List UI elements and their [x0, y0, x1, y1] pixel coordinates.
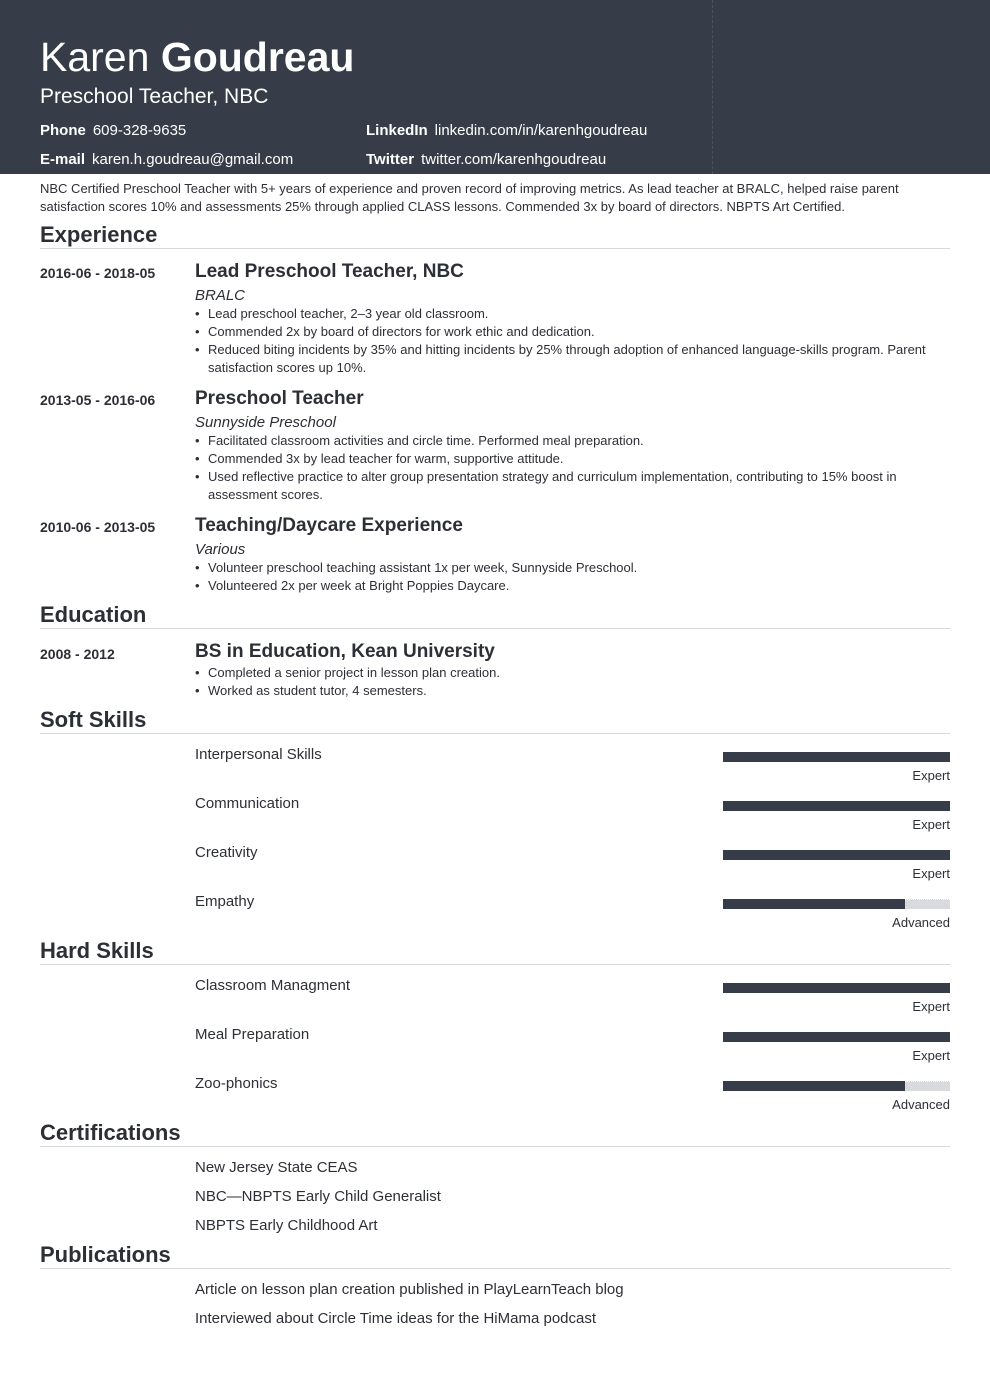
skill-name: Creativity — [195, 844, 258, 861]
experience-bullets — [195, 432, 940, 504]
section-divider — [40, 1146, 950, 1147]
skill-level-bar — [723, 752, 950, 762]
section-title-publications: Publications — [40, 1242, 171, 1267]
contact-value: 609-328-9635 — [92, 122, 187, 139]
section-title-hard-skills: Hard Skills — [40, 938, 154, 963]
list-item: • Facilitated classroom activities and circle time. Performed meal preparation. — [195, 432, 940, 450]
contact-label: E-mail — [40, 151, 86, 168]
skill-name: Zoo-phonics — [195, 1075, 278, 1092]
certification-item: NBPTS Early Childhood Art — [195, 1217, 378, 1234]
skill-level-label: Expert — [912, 866, 950, 881]
experience-bullets — [195, 559, 940, 595]
education-dates: 2008 - 2012 — [40, 646, 115, 662]
list-item: • Volunteered 2x per week at Bright Poppies Daycare. — [195, 577, 940, 595]
skill-name: Communication — [195, 795, 300, 812]
skill-level-fill — [723, 899, 905, 909]
section-divider — [40, 1268, 950, 1269]
list-item: • Lead preschool teacher, 2–3 year old classroom. — [195, 305, 940, 323]
experience-title: Lead Preschool Teacher, NBC — [195, 261, 464, 282]
list-item: • Reduced biting incidents by 35% and hitting incidents by 25% through adoption of enhanced language-skills program. Parent satisfaction scores up 10%. — [195, 341, 940, 377]
contact-phone — [40, 122, 186, 140]
contact-value[interactable]: linkedin.com/in/karenhgoudreau — [434, 122, 648, 139]
section-divider — [40, 733, 950, 734]
contact-value[interactable]: karen.h.goudreau@gmail.com — [92, 151, 294, 168]
skill-name: Classroom Managment — [195, 977, 351, 994]
skill-level-label: Advanced — [892, 915, 950, 930]
experience-title: Teaching/Daycare Experience — [195, 515, 463, 536]
skill-level-fill — [723, 1081, 905, 1091]
section-divider — [40, 964, 950, 965]
skill-level-bar — [723, 850, 950, 860]
skill-level-fill — [723, 983, 950, 993]
experience-title: Preschool Teacher — [195, 388, 364, 409]
experience-dates: 2010-06 - 2013-05 — [40, 519, 156, 535]
skill-level-bar — [723, 801, 950, 811]
section-title-education: Education — [40, 602, 147, 627]
skill-level-fill — [723, 752, 950, 762]
contact-label: LinkedIn — [366, 122, 428, 139]
list-item: • Volunteer preschool teaching assistant 1x per week, Sunnyside Preschool. — [195, 559, 940, 577]
experience-company: Various — [195, 541, 246, 558]
skill-level-fill — [723, 1032, 950, 1042]
candidate-name — [40, 34, 354, 80]
section-divider — [40, 248, 950, 249]
last-name: Goudreau — [160, 34, 355, 80]
skill-level-fill — [723, 850, 950, 860]
skill-level-label: Expert — [912, 768, 950, 783]
list-item: • Commended 3x by lead teacher for warm, supportive attitude. — [195, 450, 940, 468]
skill-name: Meal Preparation — [195, 1026, 310, 1043]
contact-email — [40, 151, 293, 169]
experience-dates: 2016-06 - 2018-05 — [40, 265, 156, 281]
summary-text: NBC Certified Preschool Teacher with 5+ years of experience and proven record of improving metrics. As lead teacher at BRALC, helped raise parent satisfaction scores 10% and assessments 25% through applied CLASS lessons. Commended 3x by board of directors. NBPTS Art Certified. — [40, 181, 899, 214]
skill-level-bar — [723, 1032, 950, 1042]
experience-company: Sunnyside Preschool — [195, 414, 336, 431]
header-divider — [712, 0, 713, 174]
experience-dates: 2013-05 - 2016-06 — [40, 392, 156, 408]
first-name: Karen — [40, 34, 150, 80]
experience-company: BRALC — [195, 287, 246, 304]
contact-linkedin — [366, 122, 647, 140]
skill-level-bar — [723, 899, 950, 909]
resume-header — [0, 0, 990, 174]
list-item: • Commended 2x by board of directors for work ethic and dedication. — [195, 323, 940, 341]
contact-value[interactable]: twitter.com/karenhgoudreau — [421, 151, 607, 168]
section-title-soft-skills: Soft Skills — [40, 707, 147, 732]
list-item: • Worked as student tutor, 4 semesters. — [195, 682, 940, 700]
section-divider — [40, 628, 950, 629]
contact-label: Twitter — [366, 151, 415, 168]
publication-item: Interviewed about Circle Time ideas for the HiMama podcast — [195, 1310, 597, 1327]
skill-level-label: Expert — [912, 1048, 950, 1063]
contact-twitter — [366, 151, 606, 169]
experience-bullets — [195, 305, 940, 377]
certification-item: NBC—NBPTS Early Child Generalist — [195, 1188, 441, 1205]
skill-name: Interpersonal Skills — [195, 746, 322, 763]
skill-level-label: Expert — [912, 999, 950, 1014]
list-item: • Completed a senior project in lesson plan creation. — [195, 664, 940, 682]
education-bullets — [195, 664, 940, 700]
contact-label: Phone — [40, 122, 86, 139]
education-title: BS in Education, Kean University — [195, 641, 495, 662]
job-title-headline: Preschool Teacher, NBC — [40, 85, 269, 108]
skill-level-fill — [723, 801, 950, 811]
certification-item: New Jersey State CEAS — [195, 1159, 358, 1176]
skill-level-bar — [723, 983, 950, 993]
skill-name: Empathy — [195, 893, 255, 910]
list-item: • Used reflective practice to alter group presentation strategy and curriculum implementation, contributing to 15% boost in assessment scores. — [195, 468, 940, 504]
skill-level-label: Advanced — [892, 1097, 950, 1112]
section-title-experience: Experience — [40, 222, 158, 247]
skill-level-bar — [723, 1081, 950, 1091]
publication-item: Article on lesson plan creation published in PlayLearnTeach blog — [195, 1281, 624, 1298]
section-title-certifications: Certifications — [40, 1120, 181, 1145]
skill-level-label: Expert — [912, 817, 950, 832]
